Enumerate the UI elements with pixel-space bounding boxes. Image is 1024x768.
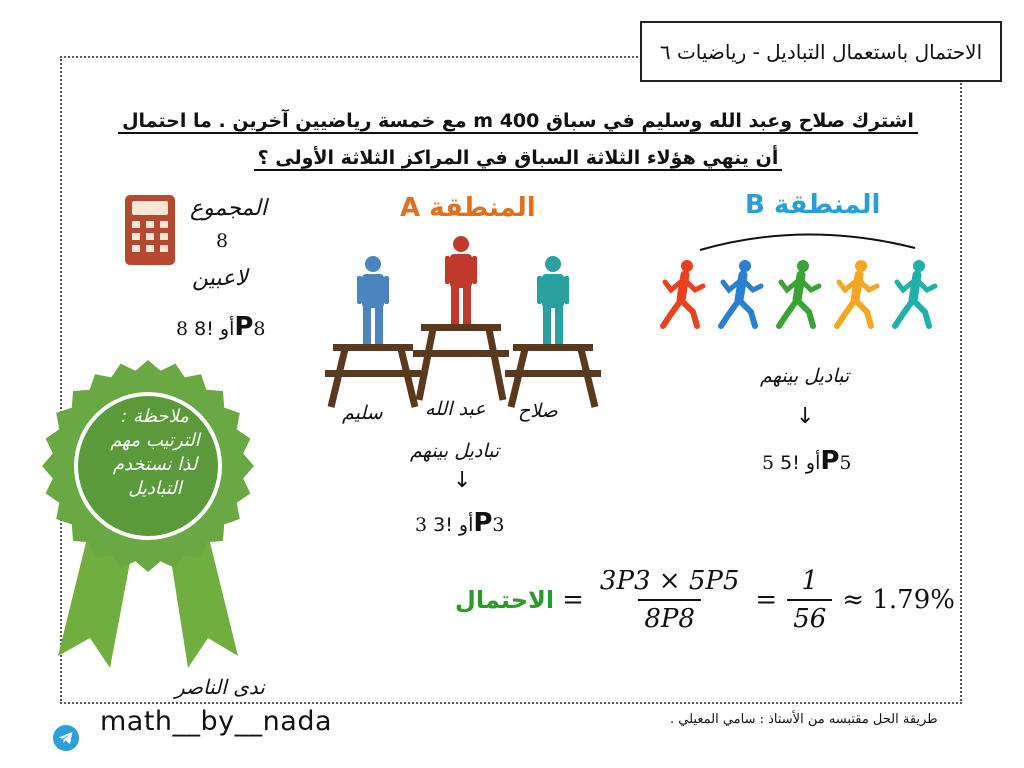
region-b-perm-label: تباديل بينهم: [760, 365, 850, 387]
b-formula-n: 5: [839, 452, 852, 474]
region-b-title: المنطقة B: [745, 190, 881, 220]
worksheet-title: [640, 21, 1002, 82]
b-formula-r: 5: [762, 452, 775, 474]
approx-result: ≈ 1.79%: [842, 585, 955, 615]
total-formula: [176, 312, 266, 342]
standing-person-3: [537, 256, 569, 344]
question-text: [100, 103, 936, 177]
probability-equation: [455, 566, 959, 634]
region-a-perm-label: تباديل بينهم: [410, 440, 500, 462]
name-abdullah: عبد الله: [425, 398, 486, 420]
question-line-2: أن ينهي هؤلاء الثلاثة السباق في المراكز الثلاثة الأولى ؟: [254, 147, 783, 171]
a-formula-alt: أو !3: [427, 514, 474, 536]
a-formula-n: 3: [492, 514, 505, 536]
podium-1: [325, 344, 421, 407]
simplified-denominator: 56: [787, 599, 832, 634]
podium-illustration: [320, 232, 610, 412]
standing-person-1: [357, 256, 389, 344]
b-formula-P: P: [820, 446, 840, 476]
walking-person-2: [721, 260, 761, 326]
name-salah: صلاح: [518, 400, 558, 422]
standing-person-2: [445, 236, 477, 324]
total-formula-n: 8: [253, 318, 266, 340]
group-arc: [700, 234, 915, 250]
walking-person-3: [779, 260, 819, 326]
b-formula-alt: أو !5: [774, 452, 821, 474]
a-formula-P: P: [473, 508, 493, 538]
walking-person-4: [837, 260, 877, 326]
region-a-arrow-icon: ↓: [453, 468, 472, 493]
walking-person-5: [895, 260, 935, 326]
total-formula-P: P: [234, 312, 254, 342]
title-text: الاحتمال باستعمال التباديل - رياضيات ٦: [659, 39, 983, 64]
solution-credit: طريقة الحل مقتبسه من الأستاذ : سامي المعيلي .: [670, 712, 938, 727]
telegram-icon[interactable]: [52, 724, 80, 752]
region-b-arrow-icon: ↓: [796, 404, 815, 429]
a-formula-r: 3: [415, 514, 428, 536]
total-formula-alt: أو !8: [188, 318, 235, 340]
total-players: لاعبين: [192, 266, 248, 291]
total-count: 8: [216, 230, 229, 252]
social-handle[interactable]: math__by__nada: [100, 706, 333, 737]
region-a-formula: [415, 508, 505, 538]
question-line-1: اشترك صلاح وعبد الله وسليم في سباق 400 m مع خمسة رياضيين آخرين . ما احتمال: [118, 110, 918, 134]
walking-person-1: [663, 260, 703, 326]
name-salim: سليم: [342, 402, 383, 424]
simplified-numerator: 1: [801, 566, 819, 596]
region-a-title: المنطقة A: [400, 193, 536, 223]
fraction-denominator: 8P8: [638, 599, 701, 634]
note-text: ملاحظة : الترتيب مهم لذا نستخدم التباديل: [110, 406, 200, 499]
fraction-simplified: [787, 566, 832, 634]
walkers-illustration: [655, 228, 950, 338]
total-formula-r: 8: [176, 318, 189, 340]
region-b-formula: [762, 446, 852, 476]
podium-2: [413, 324, 509, 400]
calculator-icon: [124, 194, 176, 266]
total-label: المجموع: [190, 196, 267, 221]
note-badge-icon: [38, 356, 258, 676]
fraction-main: [594, 566, 745, 634]
probability-word: الاحتمال: [455, 586, 555, 614]
podium-3: [505, 344, 601, 407]
equals-sign-2: =: [755, 585, 778, 615]
equals-sign: =: [562, 585, 584, 615]
author-name: ندى الناصر: [175, 675, 265, 699]
fraction-numerator: 3P3 × 5P5: [599, 566, 740, 596]
